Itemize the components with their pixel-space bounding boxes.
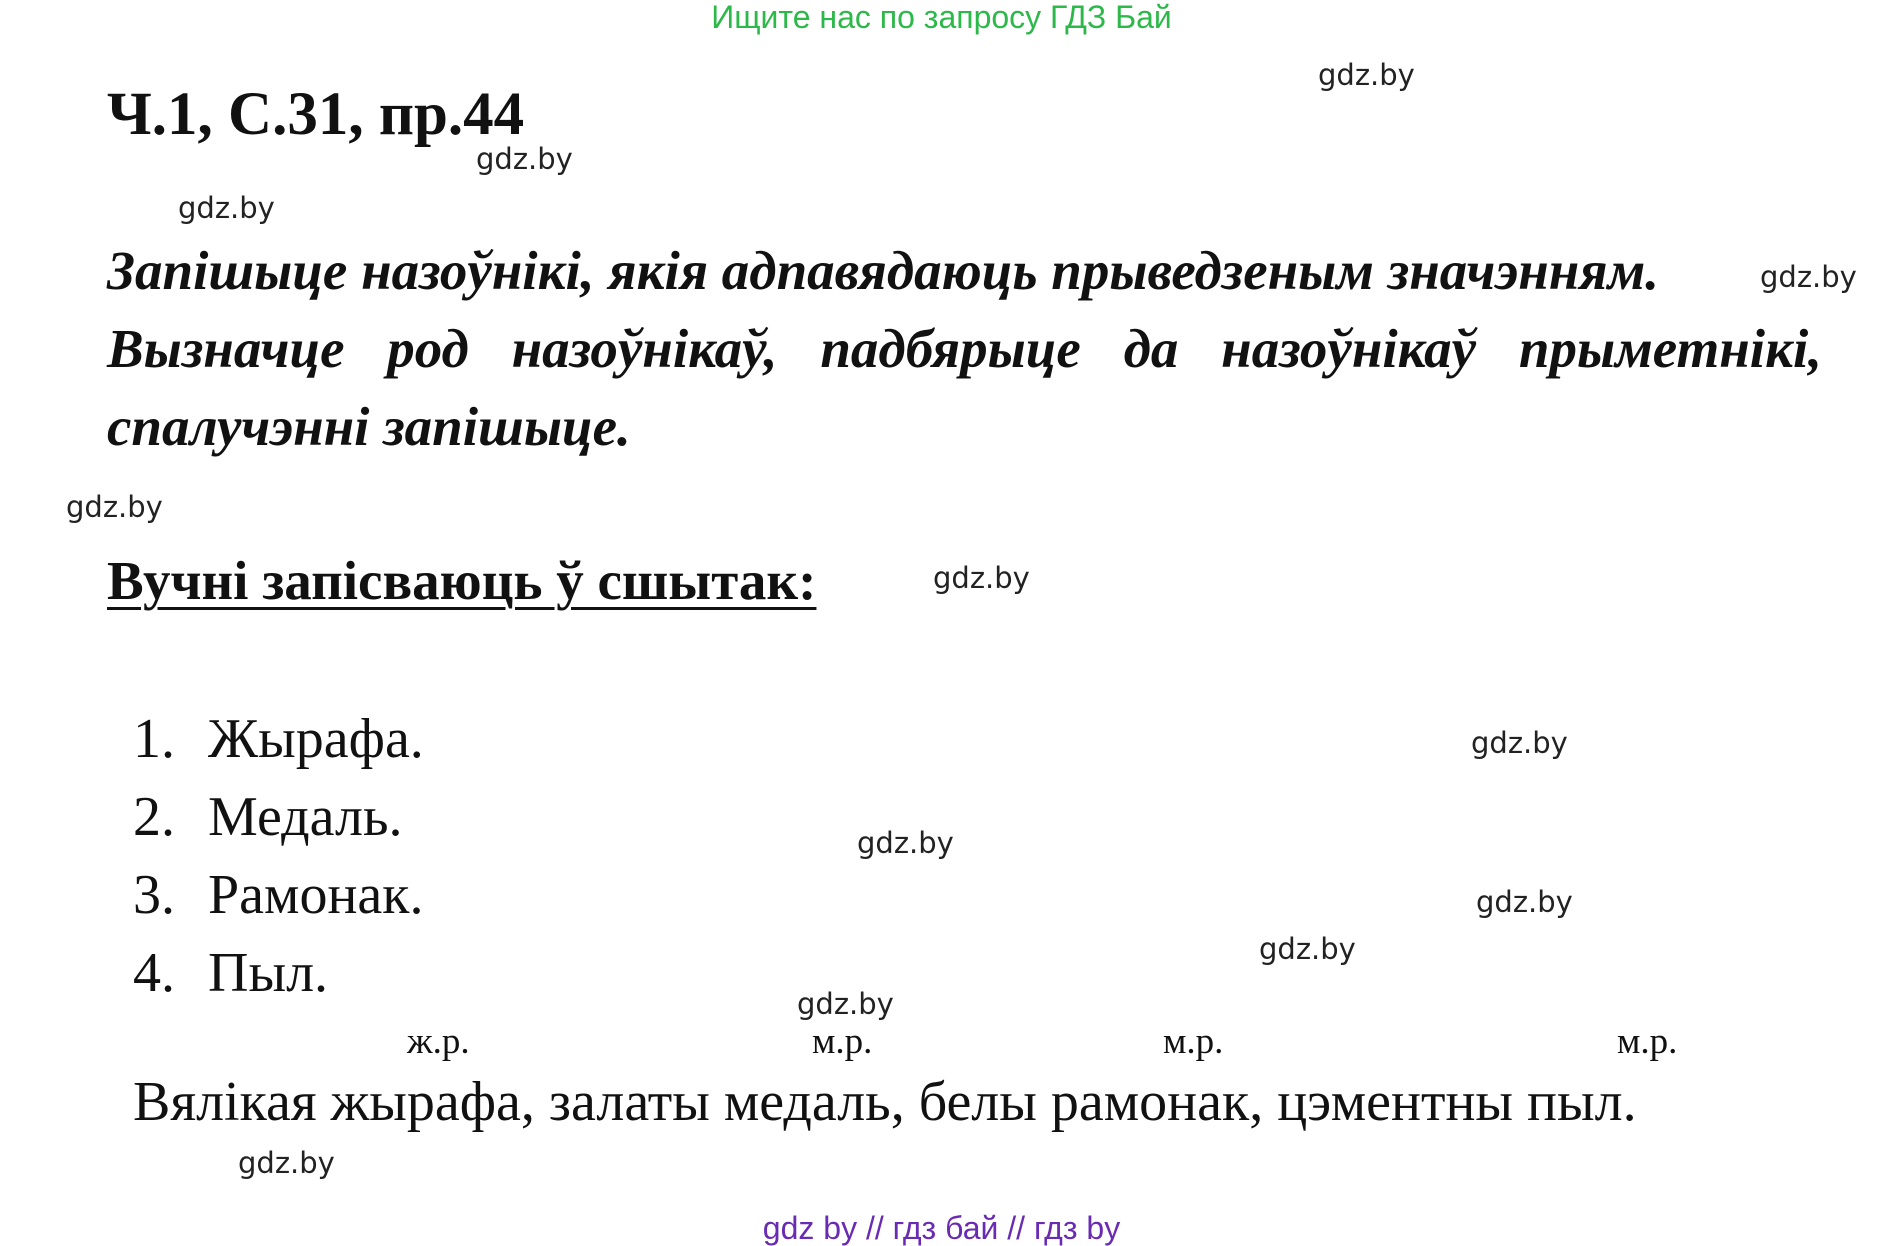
watermark: gdz.by xyxy=(476,142,573,176)
task-line-1: Запішыце назоўнікі, якія адпавядаюць прыведзеным значэнням. xyxy=(107,240,1660,301)
gender-label-1: ж.р. xyxy=(407,1021,470,1062)
gender-label-3: м.р. xyxy=(1163,1021,1224,1062)
watermark: gdz.by xyxy=(1318,58,1415,92)
watermark: gdz.by xyxy=(857,826,954,860)
watermark: gdz.by xyxy=(797,987,894,1021)
list-item-number: 4. xyxy=(133,942,175,1004)
list-item-text: Жырафа. xyxy=(208,708,424,770)
list-item-number: 2. xyxy=(133,786,175,848)
answer-list xyxy=(133,700,424,1012)
top-banner: Ищите нас по запросу ГДЗ Бай xyxy=(711,0,1172,35)
list-item xyxy=(133,778,424,856)
watermark: gdz.by xyxy=(1471,726,1568,760)
list-item xyxy=(133,934,424,1012)
task-instructions xyxy=(107,232,1822,466)
list-item-number: 1. xyxy=(133,708,175,770)
task-line-2: Вызначце род назоўнікаў, падбярыце да назоўнікаў прыметнікі, xyxy=(107,318,1822,379)
watermark: gdz.by xyxy=(66,490,163,524)
watermark: gdz.by xyxy=(1259,932,1356,966)
notebook-subheading: Вучні запісваюць ў сшытак: xyxy=(107,550,817,611)
adjective-noun-phrases: Вялікая жырафа, залаты медаль, белы рамонак, цэментны пыл. xyxy=(133,1071,1637,1133)
task-line-3: спалучэнні запішыце. xyxy=(107,396,631,457)
watermark: gdz.by xyxy=(238,1146,335,1180)
list-item-text: Медаль. xyxy=(208,786,403,848)
list-item xyxy=(133,856,424,934)
exercise-heading: Ч.1, С.31, пр.44 xyxy=(107,81,525,148)
list-item-text: Пыл. xyxy=(208,942,329,1004)
list-item-number: 3. xyxy=(133,864,175,926)
footer-links: gdz by // гдз бай // гдз by xyxy=(762,1210,1121,1246)
list-item-text: Рамонак. xyxy=(208,864,424,926)
gender-label-4: м.р. xyxy=(1617,1021,1678,1062)
watermark: gdz.by xyxy=(933,561,1030,595)
watermark: gdz.by xyxy=(1476,885,1573,919)
watermark: gdz.by xyxy=(178,191,275,225)
gender-label-2: м.р. xyxy=(812,1021,873,1062)
list-item xyxy=(133,700,424,778)
watermark: gdz.by xyxy=(1760,260,1857,294)
